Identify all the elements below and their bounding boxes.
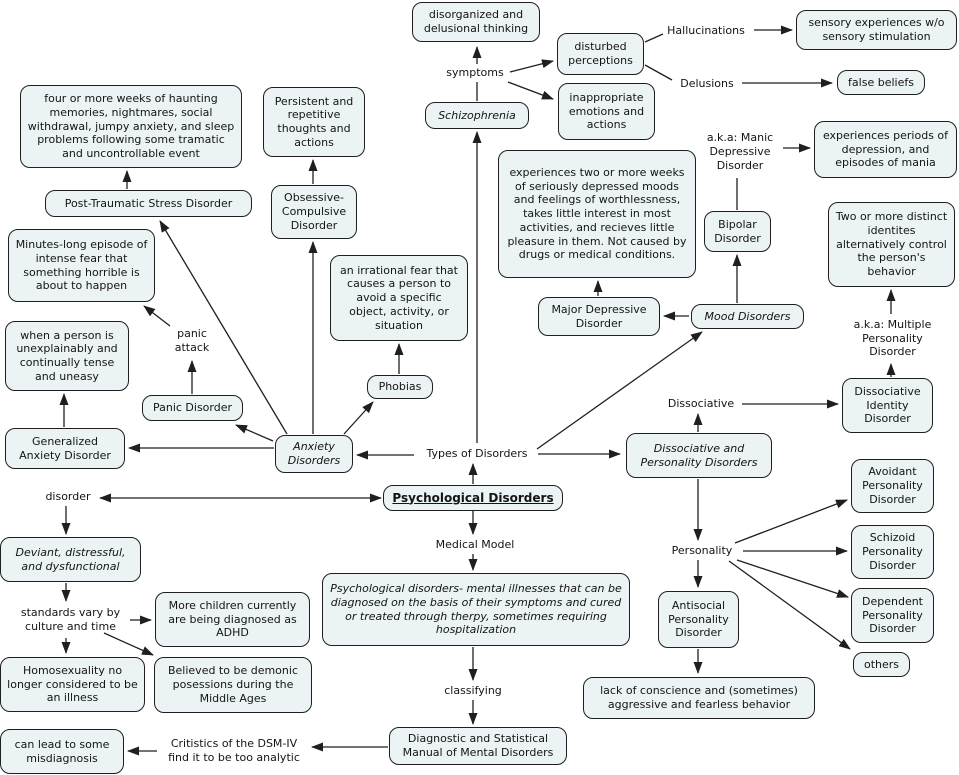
psych-disorders-definition[interactable]: Psychological disorders- mental illnesses that can be diagnosed on the basis of their symptoms and cured or treated through therpy, sometimes requiring hospitalization [322,573,630,646]
dissociative-identity-disorder[interactable]: Dissociative Identity Disorder [842,378,933,433]
personality-label[interactable]: Personality [671,544,733,558]
panic-attack-label[interactable]: panic attack [174,327,210,354]
can-lead-misdiagnosis[interactable]: can lead to some misdiagnosis [0,729,124,774]
symptoms-label[interactable]: symptoms [446,65,504,79]
psychological-disorders[interactable]: Psychological Disorders [383,485,563,511]
bipolar-disorder[interactable]: Bipolar Disorder [704,211,771,252]
anxiety-disorders[interactable]: Anxiety Disorders [275,435,353,473]
edge-personality-label-avoidant-personality-disorder [735,500,847,543]
edge-standards-vary-label-demonic-possessions [104,633,153,655]
others[interactable]: others [853,652,910,677]
persistent-repetitive[interactable]: Persistent and repetitive thoughts and actions [263,87,365,157]
types-of-disorders-label[interactable]: Types of Disorders [426,447,528,461]
panic-disorder[interactable]: Panic Disorder [142,395,243,421]
schizoid-personality-disorder[interactable]: Schizoid Personality Disorder [851,525,934,579]
antisocial-personality-disorder[interactable]: Antisocial Personality Disorder [658,591,739,648]
false-beliefs[interactable]: false beliefs [837,70,925,95]
phobias[interactable]: Phobias [367,375,433,399]
hallucinations-label[interactable]: Hallucinations [667,23,745,37]
two-or-more-identities[interactable]: Two or more distinct identites alternatively control the person's behavior [828,202,955,287]
aka-multiple-personality-label[interactable]: a.k.a: Multiple Personality Disorder [853,317,932,359]
homosexuality[interactable]: Homosexuality no longer considered to be an illness [0,657,145,712]
medical-model-label[interactable]: Medical Model [435,538,515,552]
inappropriate-emotions[interactable]: inappropriate emotions and actions [558,83,655,140]
edge-personality-label-others [729,561,850,649]
irrational-fear[interactable]: an irrational fear that causes a person to avoid a specific object, activity, or situation [330,255,468,341]
when-a-person[interactable]: when a person is unexplainably and continually tense and uneasy [5,321,129,391]
deviant-distressful[interactable]: Deviant, distressful, and dysfunctional [0,537,141,582]
post-traumatic-stress-disorder[interactable]: Post-Traumatic Stress Disorder [45,190,252,217]
delusions-label[interactable]: Delusions [680,76,734,90]
edge-anxiety-disorders-panic-disorder [236,425,273,441]
experiences-periods[interactable]: experiences periods of depression, and episodes of mania [814,121,957,178]
disorganized-delusional-thinking[interactable]: disorganized and delusional thinking [412,2,540,42]
edge-symptoms-label-inappropriate-emotions [508,82,553,99]
generalized-anxiety-disorder[interactable]: Generalized Anxiety Disorder [5,428,125,469]
more-children-adhd[interactable]: More children currently are being diagnosed as ADHD [155,592,310,647]
minutes-long-episode[interactable]: Minutes-long episode of intense fear that something horrible is about to happen [8,229,155,302]
four-or-more-weeks[interactable]: four or more weeks of haunting memories, nightmares, social withdrawal, jumpy anxiety, and sleep problems following some tramatic and uncontrollable event [20,85,242,168]
mood-disorders[interactable]: Mood Disorders [691,304,804,329]
edge-anxiety-disorders-phobias [344,402,373,434]
major-depressive-disorder[interactable]: Major Depressive Disorder [538,297,660,336]
edge-types-of-disorders-label-mood-disorders [537,332,702,449]
classifying-label[interactable]: classifying [444,684,502,698]
sensory-experiences[interactable]: sensory experiences w/o sensory stimulation [796,10,957,50]
disturbed-perceptions[interactable]: disturbed perceptions [557,33,644,75]
standards-vary-label[interactable]: standards vary by culture and time [20,606,121,633]
demonic-possessions[interactable]: Believed to be demonic posessions during the Middle Ages [154,657,312,713]
avoidant-personality-disorder[interactable]: Avoidant Personality Disorder [851,459,934,513]
disorder-label[interactable]: disorder [45,490,91,504]
edge-disturbed-perceptions-delusions-label [645,65,672,80]
dissociative-label[interactable]: Dissociative [667,397,735,411]
obsessive-compulsive-disorder[interactable]: Obsessive-Compulsive Disorder [271,185,357,239]
critistics-label[interactable]: Critistics of the DSM-IV find it to be too analytic [168,737,300,764]
aka-manic-depressive-label[interactable]: a.k.a: Manic Depressive Disorder [706,131,774,172]
dissociative-and-personality-disorders[interactable]: Dissociative and Personality Disorders [626,433,772,478]
schizophrenia[interactable]: Schizophrenia [425,102,529,129]
edge-symptoms-label-disturbed-perceptions [510,61,553,72]
dsm-manual[interactable]: Diagnostic and Statistical Manual of Mental Disorders [389,727,567,765]
edge-panic-attack-label-minutes-long-episode [144,306,170,326]
experiences-two-weeks[interactable]: experiences two or more weeks of seriously depressed moods and feelings of worthlessness, takes little interest in most activities, and recieves little pleasure in them. Not caused by drugs or medical conditions. [498,150,696,278]
dependent-personality-disorder[interactable]: Dependent Personality Disorder [851,588,934,643]
lack-of-conscience[interactable]: lack of conscience and (sometimes) aggressive and fearless behavior [583,677,815,719]
